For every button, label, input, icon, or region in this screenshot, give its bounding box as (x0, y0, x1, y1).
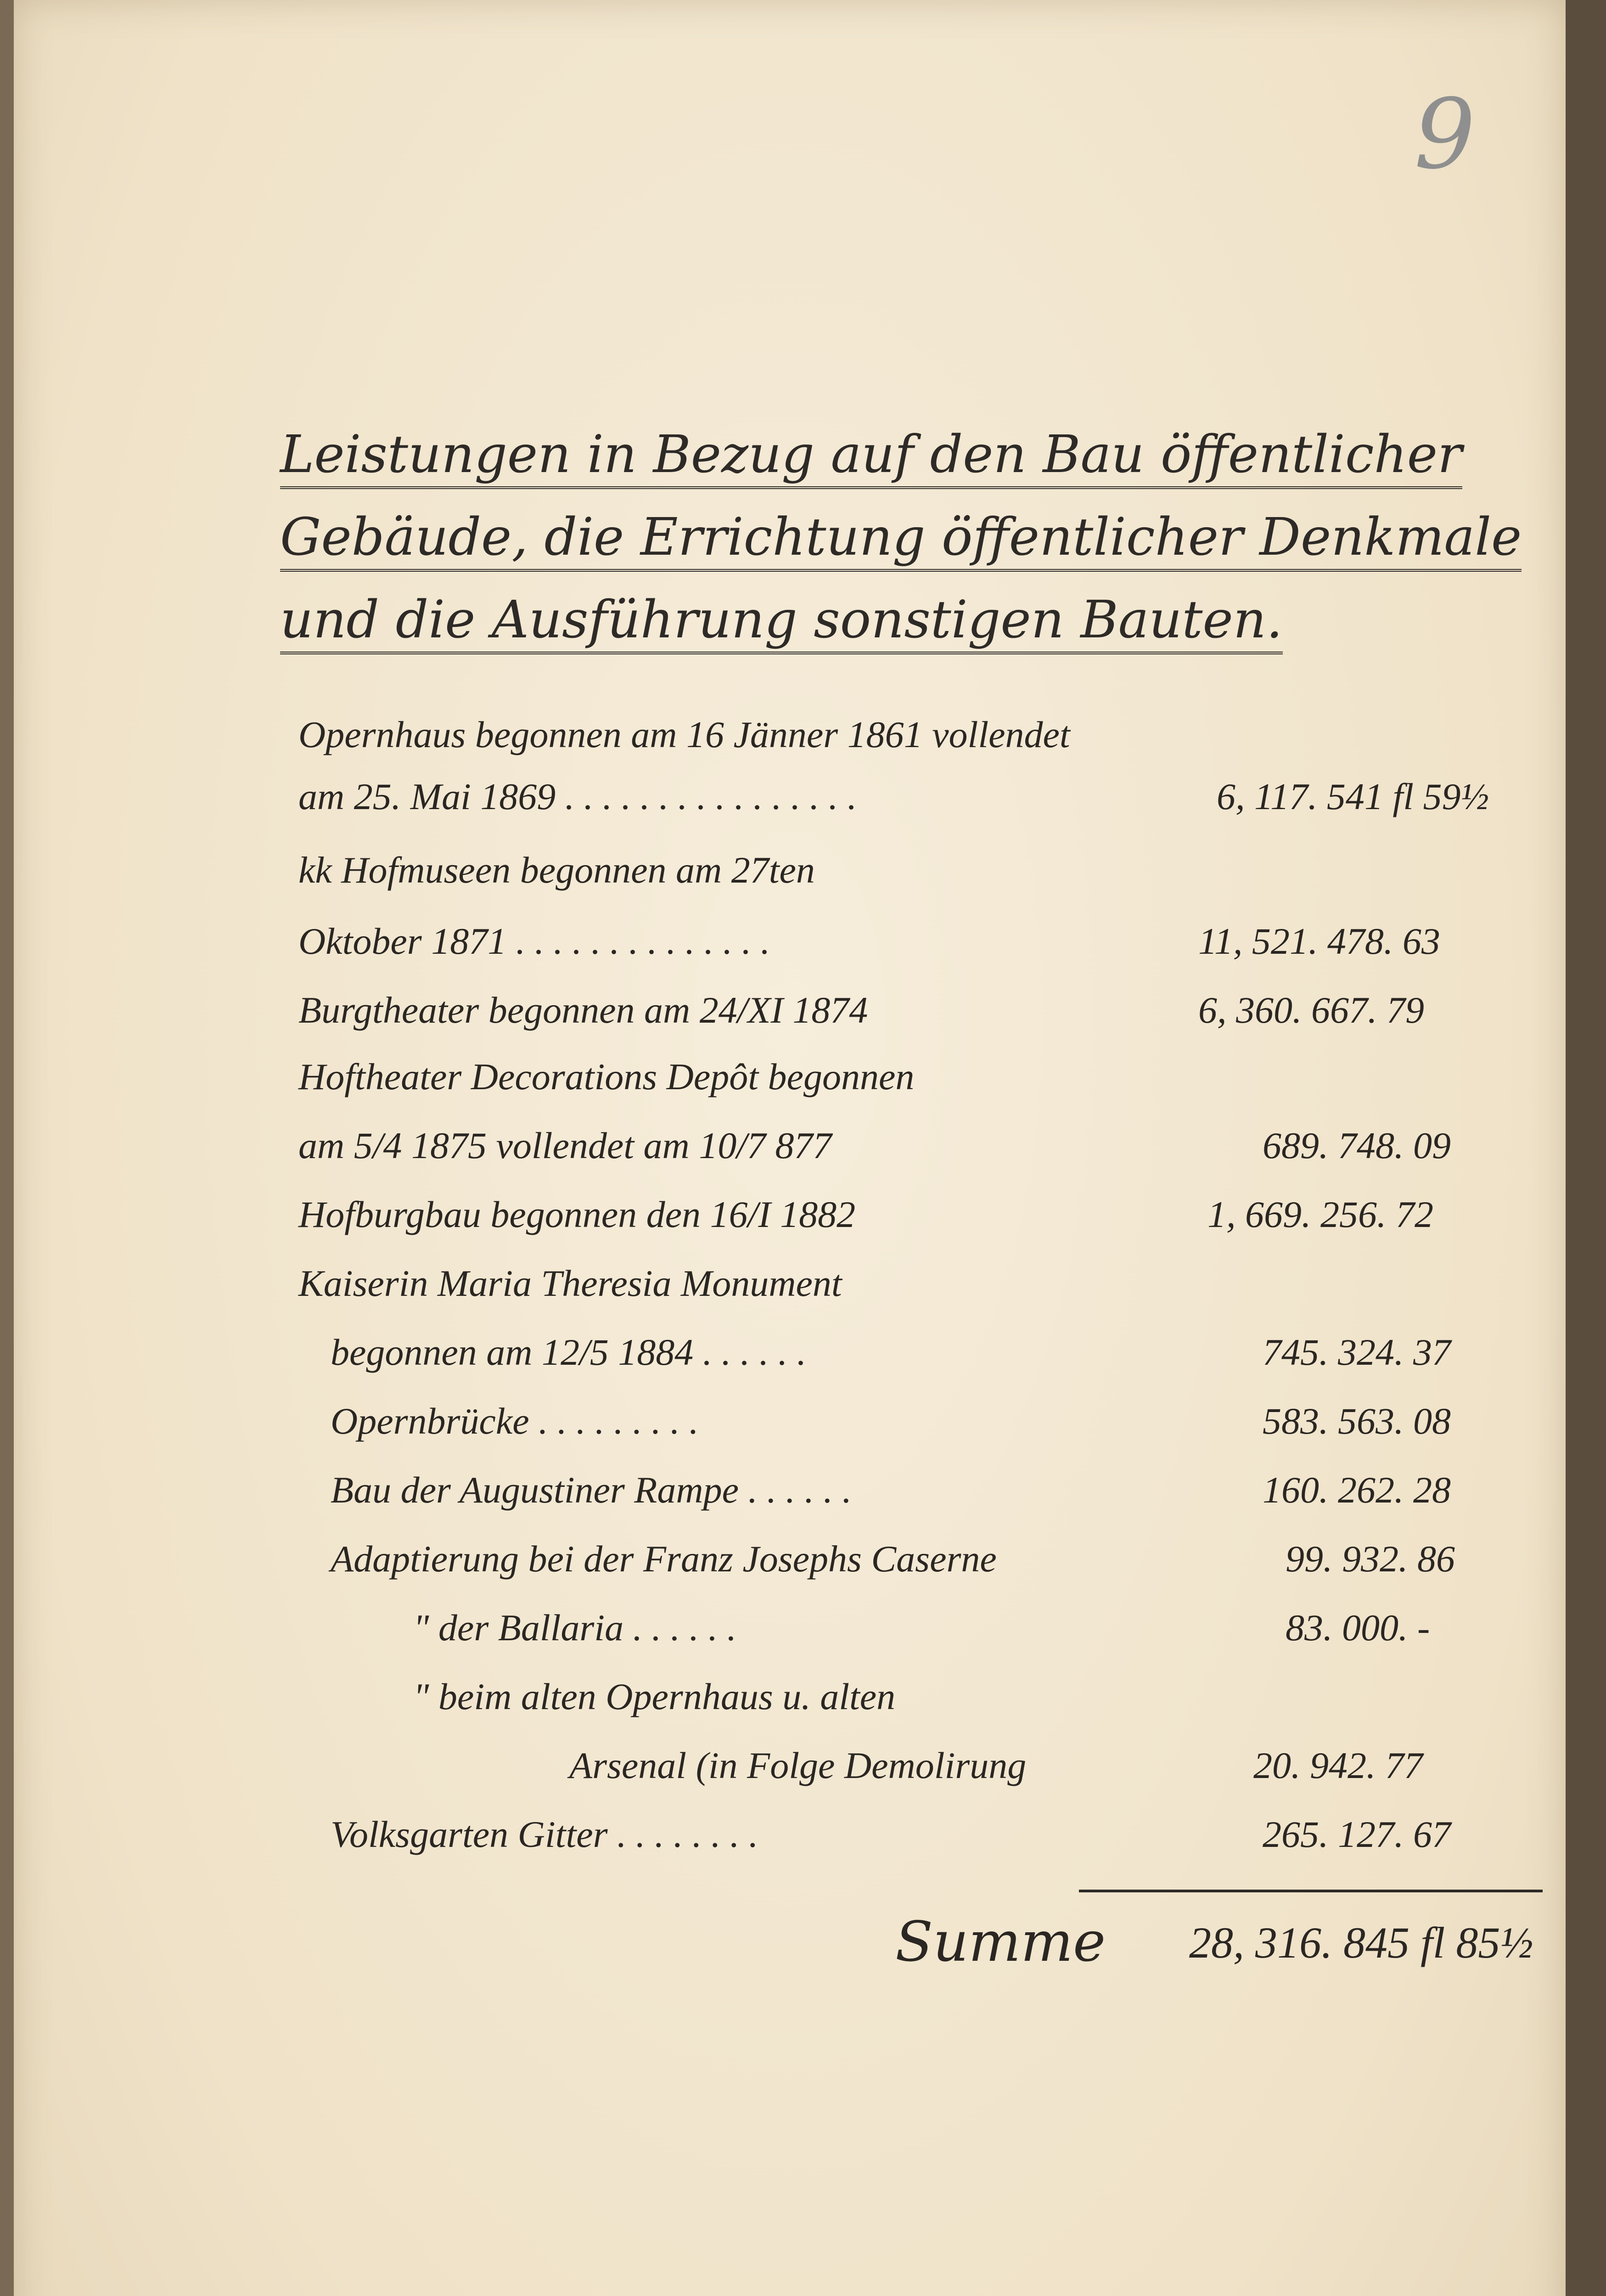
entry-amount: 99. 932. 86 (1286, 1538, 1455, 1580)
sum-divider (1079, 1890, 1543, 1892)
entry-description: kk Hofmuseen begonnen am 27ten (298, 849, 815, 891)
entry-description: am 5/4 1875 vollendet am 10/7 877 (298, 1125, 832, 1166)
sum-value: 28, 316. 845 fl 85½ (1189, 1918, 1533, 1967)
entry-amount: 1, 669. 256. 72 (1207, 1193, 1433, 1235)
entry-description: Arsenal (in Folge Demolirung (569, 1745, 1027, 1786)
entry-amount: 265. 127. 67 (1263, 1813, 1451, 1855)
sum-label: Summe (895, 1910, 1106, 1974)
entry-amount: 6, 360. 667. 79 (1198, 989, 1424, 1031)
entry-description: Bau der Augustiner Rampe . . . . . . (331, 1469, 852, 1511)
entry-description: Hofburgbau begonnen den 16/I 1882 (298, 1193, 856, 1235)
entry-description: Hoftheater Decorations Depôt begonnen (298, 1056, 915, 1097)
entry-amount: 20. 942. 77 (1253, 1745, 1423, 1786)
entry-description: Oktober 1871 . . . . . . . . . . . . . . (298, 920, 770, 962)
entry-amount: 689. 748. 09 (1263, 1125, 1451, 1166)
entry-description: Opernhaus begonnen am 16 Jänner 1861 vollendet (298, 714, 1070, 755)
entry-description: " beim alten Opernhaus u. alten (413, 1676, 896, 1717)
entry-amount: 583. 563. 08 (1263, 1400, 1451, 1442)
entry-amount: 160. 262. 28 (1263, 1469, 1451, 1511)
entry-description: begonnen am 12/5 1884 . . . . . . (331, 1331, 807, 1373)
entry-description: Opernbrücke . . . . . . . . . (331, 1400, 699, 1442)
entry-description: Kaiserin Maria Theresia Monument (298, 1262, 842, 1304)
title-line-1: Leistungen in Bezug auf den Bau öffentlicher (280, 413, 1566, 496)
title-line-2: Gebäude, die Errichtung öffentlicher Denkmale (280, 496, 1566, 579)
entry-description: Burgtheater begonnen am 24/XI 1874 (298, 989, 868, 1031)
entry-amount: 83. 000. - (1286, 1607, 1430, 1649)
entry-amount: 6, 117. 541 fl 59½ (1217, 776, 1489, 817)
title-line-3: und die Ausführung sonstigen Bauten. (280, 579, 1566, 661)
entry-amount: 745. 324. 37 (1263, 1331, 1451, 1373)
entry-description: am 25. Mai 1869 . . . . . . . . . . . . . . . . (298, 776, 857, 817)
entry-description: " der Ballaria . . . . . . (413, 1607, 737, 1649)
entry-description: Adaptierung bei der Franz Josephs Caserne (331, 1538, 997, 1580)
page-number: 9 (1414, 78, 1476, 191)
entry-description: Volksgarten Gitter . . . . . . . . (331, 1813, 758, 1855)
entry-amount: 11, 521. 478. 63 (1198, 920, 1440, 962)
